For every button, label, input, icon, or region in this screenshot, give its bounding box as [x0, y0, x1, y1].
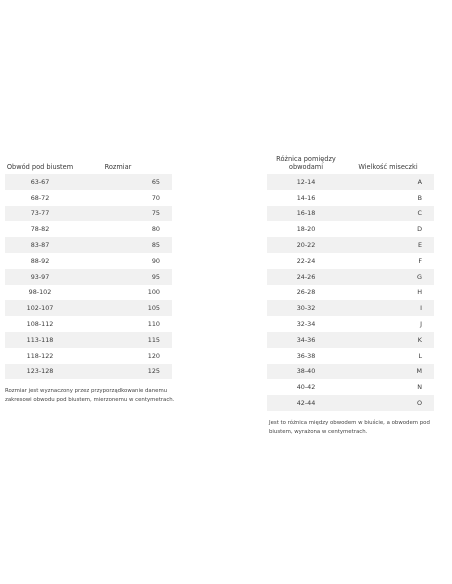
table-cell: 18-20 — [296, 225, 316, 234]
table-row — [5, 348, 172, 364]
table-cell: K — [417, 335, 422, 344]
table-cell: 120 — [147, 351, 160, 360]
table-cell: 24-26 — [296, 272, 316, 281]
table-cell: 88-92 — [30, 256, 50, 265]
table-cell: 26-28 — [296, 288, 316, 297]
table-row — [267, 332, 434, 348]
table-row — [5, 269, 172, 285]
table-cell: C — [417, 209, 422, 218]
table-row — [5, 174, 172, 190]
table-cell: 63-67 — [30, 177, 50, 186]
table-cell: 38-40 — [296, 367, 316, 376]
size-column-header: Rozmiar — [104, 163, 132, 171]
table-cell: 40-42 — [296, 383, 316, 392]
cup-size-table — [267, 150, 434, 437]
table-row — [267, 190, 434, 206]
table-cell: M — [416, 367, 422, 376]
table-cell: G — [417, 272, 422, 281]
table-cell: 100 — [147, 288, 160, 297]
table-cell: 32-34 — [296, 320, 316, 329]
table-cell: J — [420, 320, 422, 329]
table-cell: I — [420, 304, 422, 313]
table-cell: D — [417, 225, 422, 234]
table-cell: 125 — [147, 367, 160, 376]
table-row — [267, 348, 434, 364]
table-cell: 34-36 — [296, 335, 316, 344]
table-cell: 42-44 — [296, 399, 316, 408]
table-cell: 105 — [147, 304, 160, 313]
band-size-table-header — [5, 150, 172, 171]
table-cell: 98-102 — [28, 288, 52, 297]
table-cell: F — [418, 256, 422, 265]
table-cell: 93-97 — [30, 272, 50, 281]
table-cell: N — [417, 383, 422, 392]
table-row — [267, 395, 434, 411]
table-cell: 102-107 — [26, 304, 54, 313]
table-cell: 113-118 — [26, 335, 54, 344]
table-row — [5, 190, 172, 206]
band-size-rows — [5, 174, 172, 379]
table-cell: 68-72 — [30, 193, 50, 202]
table-cell: 78-82 — [30, 225, 50, 234]
table-row — [267, 300, 434, 316]
table-cell: 123-128 — [26, 367, 54, 376]
table-row — [5, 285, 172, 301]
table-row — [267, 364, 434, 380]
table-cell: 115 — [147, 335, 160, 344]
underbust-column-header: Obwód pod biustem — [6, 163, 74, 171]
table-cell: O — [416, 399, 422, 408]
table-row — [267, 237, 434, 253]
table-row — [5, 221, 172, 237]
table-cell: 12-14 — [296, 177, 316, 186]
table-row — [267, 316, 434, 332]
table-cell: 73-77 — [30, 209, 50, 218]
table-cell: 108-112 — [26, 320, 54, 329]
table-cell: 14-16 — [296, 193, 316, 202]
table-cell: A — [417, 177, 422, 186]
table-cell: B — [417, 193, 422, 202]
cup-size-table-header — [267, 150, 434, 171]
table-row — [5, 253, 172, 269]
table-cell: 95 — [151, 272, 160, 281]
table-cell: 110 — [147, 320, 160, 329]
table-cell: 16-18 — [296, 209, 316, 218]
table-cell: 90 — [151, 256, 160, 265]
table-cell: 80 — [151, 225, 160, 234]
table-row — [267, 206, 434, 222]
cup-column-header: Wielkość miseczki — [358, 163, 418, 171]
table-cell: 75 — [151, 209, 160, 218]
table-row — [5, 316, 172, 332]
table-cell: 83-87 — [30, 241, 50, 250]
table-cell: 70 — [151, 193, 160, 202]
cup-size-rows — [267, 174, 434, 411]
table-cell: L — [418, 351, 422, 360]
table-cell: 20-22 — [296, 241, 316, 250]
table-cell: 85 — [151, 241, 160, 250]
difference-column-header: Różnica pomiędzy obwodami — [276, 155, 336, 171]
table-row — [5, 237, 172, 253]
table-cell: 118-122 — [26, 351, 54, 360]
table-cell: 30-32 — [296, 304, 316, 313]
table-row — [5, 300, 172, 316]
table-cell: H — [417, 288, 422, 297]
table-row — [267, 379, 434, 395]
table-row — [267, 285, 434, 301]
table-cell: E — [417, 241, 422, 250]
band-size-note: Rozmiar jest wyznaczony przez przyporządkowanie danemu zakresowi obwodu pod biustem, mierzonemu w centymetrach. — [5, 388, 175, 404]
table-row — [267, 221, 434, 237]
table-row — [267, 174, 434, 190]
table-cell: 65 — [151, 177, 160, 186]
table-row — [267, 269, 434, 285]
table-row — [5, 332, 172, 348]
cup-size-note: Jest to różnica między obwodem w biuście, a obwodem pod biustem, wyrażona w centymetrach. — [269, 419, 430, 435]
table-row — [267, 253, 434, 269]
table-row — [5, 364, 172, 380]
table-cell: 36-38 — [296, 351, 316, 360]
table-row — [5, 206, 172, 222]
table-cell: 22-24 — [296, 256, 316, 265]
band-size-table — [5, 150, 175, 405]
